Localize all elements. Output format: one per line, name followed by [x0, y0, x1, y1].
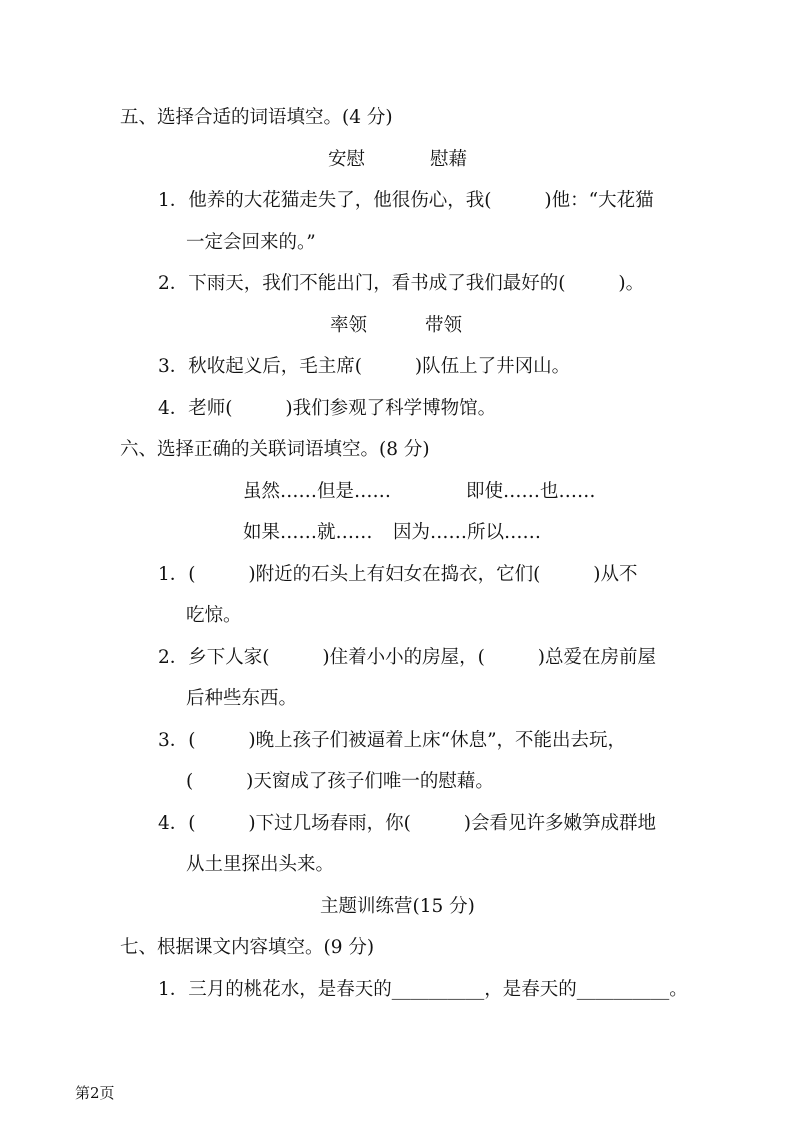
question-6-4-line-1: 4．( )下过几场春雨，你( )会看见许多嫩笋成群地 — [158, 812, 656, 834]
conjunction-option: 虽然……但是…… — [243, 480, 392, 502]
conjunction-option: 因为……所以…… — [393, 522, 542, 543]
theme-title: 主题训练营(15 分) — [320, 895, 475, 917]
word-option: 带领 — [425, 314, 463, 336]
question-7-1-line-1: 1．三月的桃花水，是春天的__________，是春天的__________。 — [158, 978, 688, 1000]
conjunction-option: 如果……就…… — [243, 522, 373, 543]
word-bank-1 — [0, 139, 793, 181]
conjunction-bank-row-2 — [0, 512, 793, 554]
word-option: 慰藉 — [430, 148, 468, 170]
question-6-2-line-1: 2．乡下人家( )住着小小的房屋，( )总爱在房前屋 — [158, 646, 656, 668]
question-6-1-line-2: 吃惊。 — [186, 605, 242, 626]
page-number: 第2页 — [75, 1084, 115, 1102]
conjunction-option: 即使……也…… — [466, 480, 596, 502]
conjunction-bank-row-1 — [0, 471, 793, 513]
word-bank-2 — [0, 305, 793, 347]
section-5-heading: 五、选择合适的词语填空。(4 分) — [120, 107, 393, 128]
exam-page — [0, 97, 793, 1010]
question-5-4-line-1: 4．老师( )我们参观了科学博物馆。 — [158, 397, 497, 419]
question-6-2-line-2: 后种些东西。 — [186, 688, 298, 709]
question-6-3-line-2: ( )天窗成了孩子们唯一的慰藉。 — [186, 771, 494, 792]
question-6-4-line-2: 从土里探出头来。 — [186, 854, 335, 875]
section-6-heading: 六、选择正确的关联词语填空。(8 分) — [120, 439, 430, 460]
question-6-3-line-1: 3．( )晚上孩子们被逼着上床“休息”，不能出去玩， — [158, 729, 627, 751]
word-option: 安慰 — [328, 148, 366, 170]
question-5-3-line-1: 3．秋收起义后，毛主席( )队伍上了井冈山。 — [158, 356, 571, 377]
section-7-heading: 七、根据课文内容填空。(9 分) — [120, 937, 375, 958]
question-5-2-line-1: 2．下雨天，我们不能出门，看书成了我们最好的( )。 — [158, 273, 645, 294]
question-6-1-line-1: 1．( )附近的石头上有妇女在捣衣，它们( )从不 — [158, 563, 638, 585]
question-5-1-line-2: 一定会回来的。” — [186, 231, 316, 253]
word-option: 率领 — [330, 314, 368, 336]
question-5-1-line-1: 1．他养的大花猫走失了，他很伤心，我( )他：“大花猫 — [158, 190, 654, 211]
